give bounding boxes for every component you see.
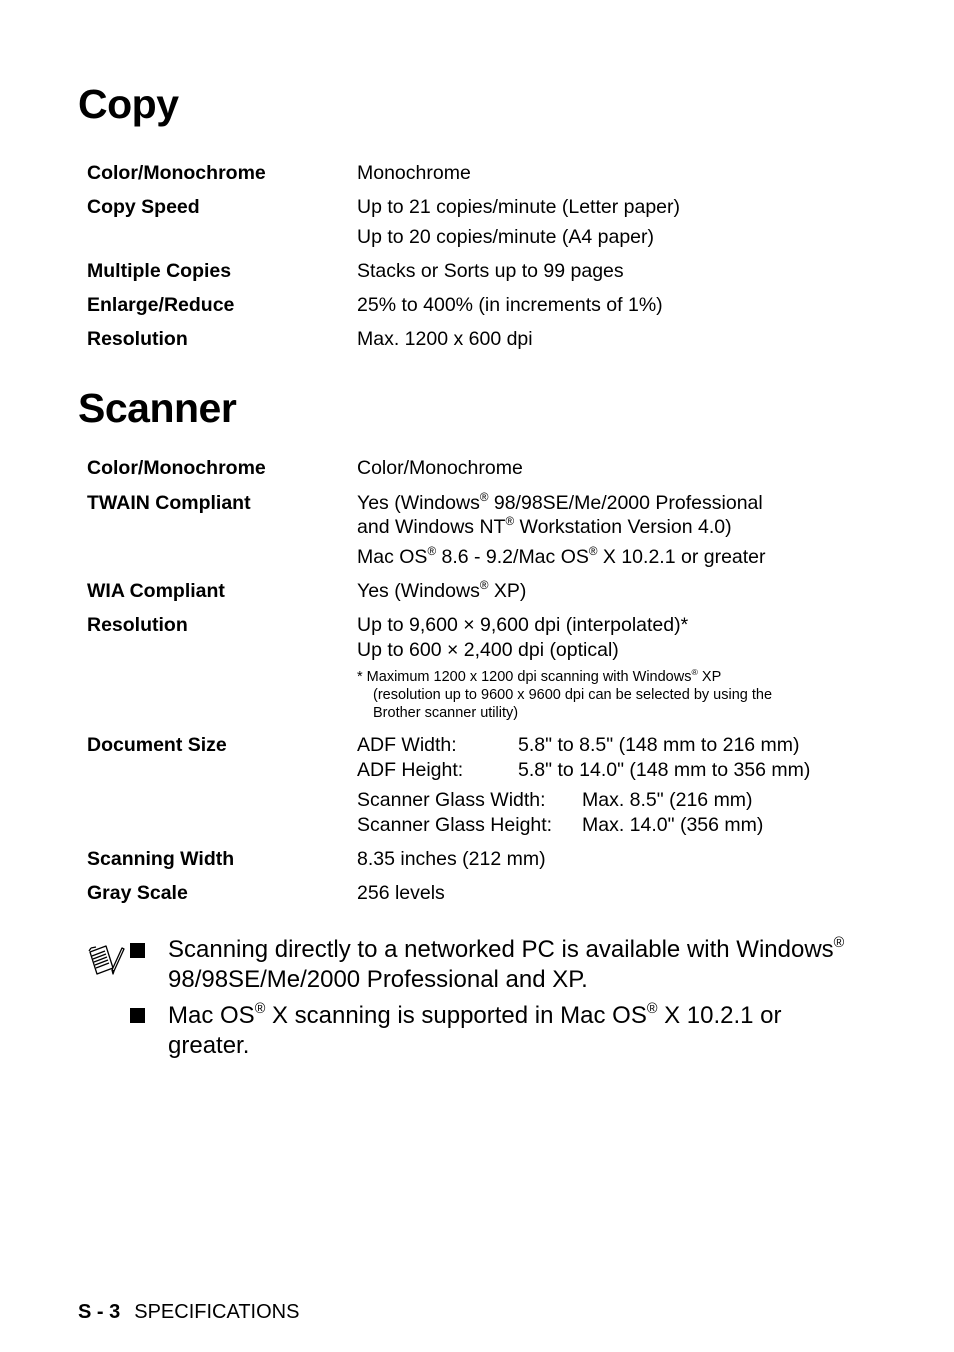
copy-color-value: Monochrome xyxy=(357,162,471,184)
gray-scale-label: Gray Scale xyxy=(87,882,188,904)
section-name: SPECIFICATIONS xyxy=(134,1301,300,1323)
note-bullet-1 xyxy=(130,943,145,958)
scanner-heading: Scanner xyxy=(78,385,237,431)
resolution-footnote: * Maximum 1200 x 1200 dpi scanning with Windows® XP (resolution up to 9600 x 9600 dpi can be selected by using the Brother scanner utility) xyxy=(357,666,773,721)
adf-width-value: 5.8" to 8.5" (148 mm to 216 mm) xyxy=(518,734,800,756)
twain-line-1: Yes (Windows® 98/98SE/Me/2000 Professional xyxy=(357,490,763,514)
page-footer xyxy=(78,1301,299,1324)
copy-speed-a4: Up to 20 copies/minute (A4 paper) xyxy=(357,226,654,248)
twain-label: TWAIN Compliant xyxy=(87,492,251,514)
scanner-color-value: Color/Monochrome xyxy=(357,457,523,479)
copy-speed-label: Copy Speed xyxy=(87,196,200,218)
glass-width-value: Max. 8.5" (216 mm) xyxy=(582,789,753,811)
twain-line-2: and Windows NT® Workstation Version 4.0) xyxy=(357,514,732,538)
document-size-label: Document Size xyxy=(87,734,227,756)
resolution-optical: Up to 600 × 2,400 dpi (optical) xyxy=(357,639,619,661)
scanning-width-value: 8.35 inches (212 mm) xyxy=(357,848,546,870)
copy-color-label: Color/Monochrome xyxy=(87,162,266,184)
resolution-interpolated: Up to 9,600 × 9,600 dpi (interpolated)* xyxy=(357,614,689,636)
note-item-networked-pc: Scanning directly to a networked PC is available with Windows® 98/98SE/Me/2000 Professional and XP. xyxy=(168,934,845,993)
note-pencil-icon xyxy=(86,942,126,980)
copy-multi-label: Multiple Copies xyxy=(87,260,232,282)
copy-heading: Copy xyxy=(78,81,179,127)
scanner-color-label: Color/Monochrome xyxy=(87,457,266,479)
glass-height-label: Scanner Glass Height: xyxy=(357,814,553,836)
gray-scale-value: 256 levels xyxy=(357,882,445,904)
glass-width-label: Scanner Glass Width: xyxy=(357,789,546,811)
copy-multi-value: Stacks or Sorts up to 99 pages xyxy=(357,260,624,282)
copy-speed-letter: Up to 21 copies/minute (Letter paper) xyxy=(357,196,681,218)
copy-resolution-value: Max. 1200 x 600 dpi xyxy=(357,328,533,350)
note-item-mac-os: Mac OS® X scanning is supported in Mac OS® X 10.2.1 or greater. xyxy=(168,1000,782,1059)
wia-value: Yes (Windows® XP) xyxy=(357,578,527,602)
copy-resolution-label: Resolution xyxy=(87,328,188,350)
adf-height-value: 5.8" to 14.0" (148 mm to 356 mm) xyxy=(518,759,811,781)
adf-width-label: ADF Width: xyxy=(357,734,457,756)
copy-enlarge-label: Enlarge/Reduce xyxy=(87,294,235,316)
scanner-resolution-label: Resolution xyxy=(87,614,188,636)
wia-label: WIA Compliant xyxy=(87,580,225,602)
twain-line-3: Mac OS® 8.6 - 9.2/Mac OS® X 10.2.1 or greater xyxy=(357,544,766,568)
note-bullet-2 xyxy=(130,1008,145,1023)
adf-height-label: ADF Height: xyxy=(357,759,464,781)
glass-height-value: Max. 14.0" (356 mm) xyxy=(582,814,764,836)
scanning-width-label: Scanning Width xyxy=(87,848,235,870)
page-number: S - 3 xyxy=(78,1301,121,1323)
copy-enlarge-value: 25% to 400% (in increments of 1%) xyxy=(357,294,663,316)
